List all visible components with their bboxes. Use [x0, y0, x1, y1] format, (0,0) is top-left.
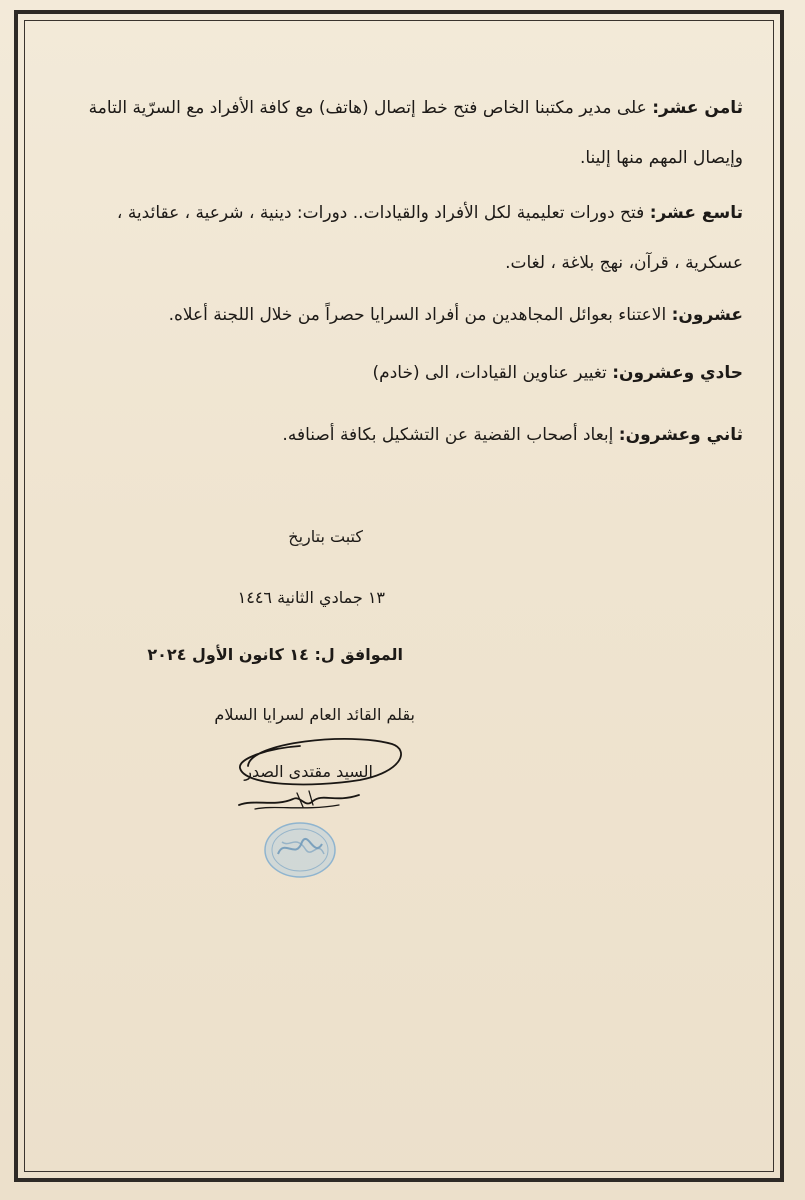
item-twenty-one [63, 348, 743, 398]
item-text: فتح دورات تعليمية لكل الأفراد والقيادات.. دورات: دينية ، شرعية ، عقائدية ، عسكرية ، قرآن، نهج بلاغة ، لغات. [116, 203, 743, 273]
hijri-date: ١٣ جمادي الثانية ١٤٤٦ [237, 588, 385, 607]
item-label: تاسع عشر: [649, 203, 743, 223]
written-on-label: كتبت بتاريخ [288, 527, 363, 546]
item-twenty [63, 290, 743, 340]
item-label: ثاني وعشرون: [618, 425, 743, 445]
item-label: ثامن عشر: [652, 98, 743, 118]
item-text: على مدير مكتبنا الخاص فتح خط إتصال (هاتف) مع كافة الأفراد مع السرّية التامة وإيصال المهم منها إلينا. [88, 98, 743, 168]
author-title: بقلم القائد العام لسرايا السلام [214, 705, 415, 724]
item-eighteen [63, 83, 743, 183]
item-nineteen [63, 188, 743, 288]
signatory-name: السيد مقتدى الصدر [244, 762, 373, 781]
item-label: عشرون: [671, 305, 743, 325]
item-text: تغيير عناوين القيادات، الى (خادم) [372, 363, 607, 383]
item-text: إبعاد أصحاب القضية عن التشكيل بكافة أصنافه. [282, 425, 614, 445]
official-seal-icon [262, 820, 338, 880]
gregorian-date: الموافق ل: ١٤ كانون الأول ٢٠٢٤ [147, 645, 403, 664]
item-text: الاعتناء بعوائل المجاهدين من أفراد السرايا حصراً من خلال اللجنة أعلاه. [168, 305, 667, 325]
signature-oval-icon [230, 728, 410, 788]
item-label: حادي وعشرون: [612, 363, 743, 383]
item-twenty-two [63, 410, 743, 460]
signature-scribble-icon [235, 785, 365, 815]
